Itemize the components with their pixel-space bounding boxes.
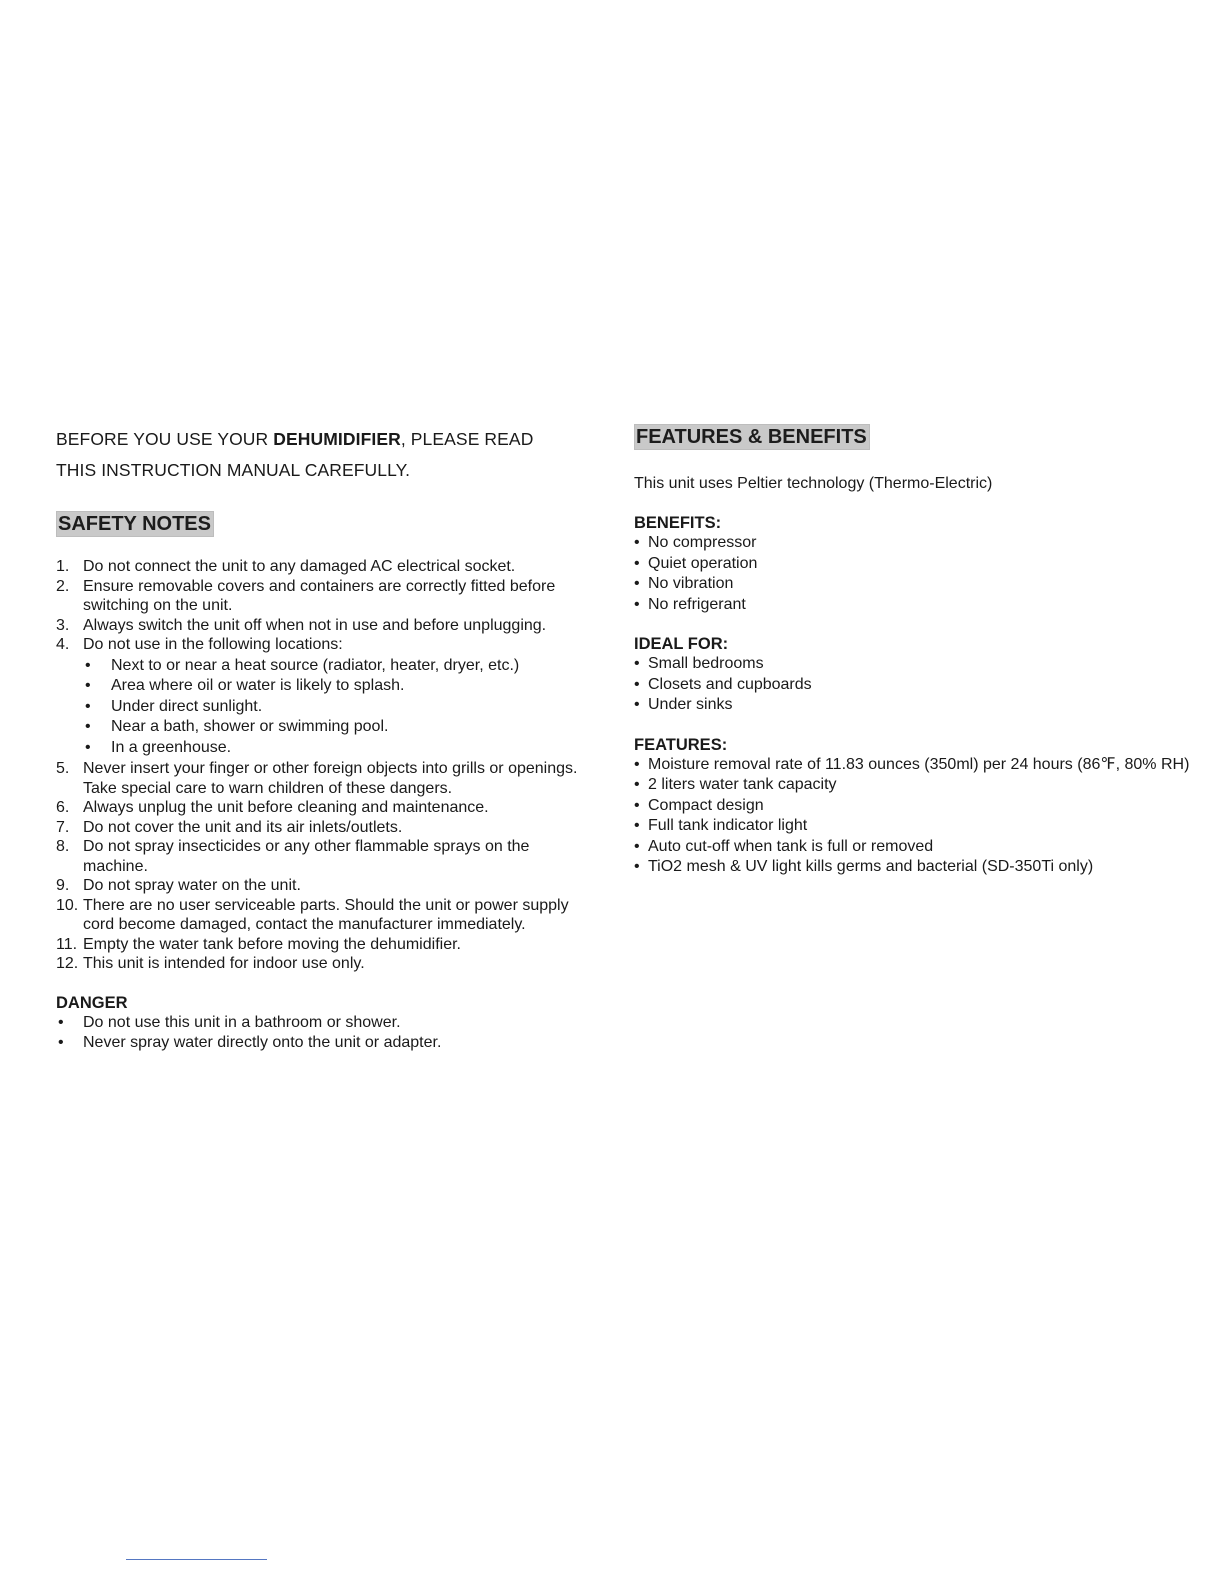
- benefit-item: • No vibration: [634, 574, 1194, 595]
- safety-item-9: [56, 876, 586, 896]
- intro-notice: [56, 424, 586, 486]
- features-title: FEATURES:: [634, 735, 728, 754]
- item-text: Do not cover the unit and its air inlets/outlets.: [83, 818, 403, 836]
- safety-item-6: [56, 798, 586, 818]
- ideal-for-title: IDEAL FOR:: [634, 635, 729, 653]
- intro-line-2: THIS INSTRUCTION MANUAL CAREFULLY.: [56, 460, 411, 480]
- item-text: Ensure removable covers and containers are correctly fitted before switching on the unit.: [83, 577, 556, 614]
- location-item: • Next to or near a heat source (radiator, heater, dryer, etc.): [83, 656, 586, 677]
- footer-link-underline: [126, 1559, 267, 1560]
- item-number: 12.: [56, 955, 79, 972]
- locations-list: [83, 656, 586, 759]
- safety-item-3: [56, 616, 586, 636]
- feature-item: • Moisture removal rate of 11.83 ounces (350ml) per 24 hours (86℉, 80% RH): [634, 755, 1194, 776]
- item-text: Do not spray insecticides or any other flammable sprays on the machine.: [83, 838, 530, 875]
- ideal-item: • Closets and cupboards: [634, 675, 1194, 696]
- item-number: 1.: [56, 558, 70, 575]
- item-text: Do not connect the unit to any damaged AC electrical socket.: [83, 558, 516, 575]
- features-list: [634, 755, 1194, 878]
- location-item: • Under direct sunlight.: [83, 697, 586, 718]
- benefits-list: [634, 533, 1194, 615]
- safety-item-7: [56, 818, 586, 838]
- safety-item-11: [56, 935, 586, 955]
- item-text: This unit is intended for indoor use only.: [83, 955, 365, 972]
- item-number: 10.: [56, 896, 79, 914]
- danger-title: DANGER: [56, 993, 128, 1012]
- danger-item: • Never spray water directly onto the unit or adapter.: [56, 1033, 586, 1054]
- item-number: 7.: [56, 818, 70, 836]
- item-text: There are no user serviceable parts. Should the unit or power supply cord become damaged, contact the manufacturer immediately.: [83, 896, 569, 933]
- item-text: Do not use in the following locations:: [83, 636, 343, 653]
- item-number: 11.: [56, 935, 78, 953]
- item-number: 9.: [56, 877, 70, 894]
- item-text: Always switch the unit off when not in use and before unplugging.: [83, 616, 547, 634]
- safety-item-2: [56, 577, 586, 616]
- danger-list: [56, 1013, 586, 1054]
- features-benefits-heading: FEATURES & BENEFITS: [634, 424, 870, 450]
- safety-notes-heading: SAFETY NOTES: [56, 511, 214, 537]
- item-text: Do not spray water on the unit.: [83, 877, 301, 894]
- item-number: 5.: [56, 760, 70, 777]
- right-column: [634, 424, 1194, 878]
- intro-text-end: , PLEASE READ: [400, 429, 534, 449]
- benefit-item: • No compressor: [634, 533, 1194, 554]
- benefits-title: BENEFITS:: [634, 514, 722, 532]
- ideal-for-list: [634, 654, 1194, 716]
- ideal-item: • Under sinks: [634, 695, 1194, 716]
- left-column: [56, 424, 586, 1054]
- feature-item: • TiO2 mesh & UV light kills germs and bacterial (SD-350Ti only): [634, 857, 1194, 878]
- item-number: 8.: [56, 838, 70, 855]
- item-number: 6.: [56, 799, 70, 816]
- item-number: 4.: [56, 636, 70, 653]
- feature-item: • Compact design: [634, 796, 1194, 817]
- feature-item: • 2 liters water tank capacity: [634, 775, 1194, 796]
- benefit-item: • Quiet operation: [634, 554, 1194, 575]
- safety-item-10: [56, 896, 586, 935]
- safety-item-5: [56, 759, 586, 798]
- technology-note: This unit uses Peltier technology (Thermo-Electric): [634, 475, 993, 492]
- item-text: Always unplug the unit before cleaning and maintenance.: [83, 799, 489, 816]
- safety-item-1: [56, 557, 586, 577]
- item-text: Never insert your finger or other foreign objects into grills or openings. Take special care to warn children of these dangers.: [83, 760, 578, 797]
- feature-item: • Auto cut-off when tank is full or removed: [634, 837, 1194, 858]
- location-item: • Area where oil or water is likely to splash.: [83, 676, 586, 697]
- safety-list: [56, 557, 586, 974]
- safety-item-8: [56, 837, 586, 876]
- location-item: • In a greenhouse.: [83, 738, 586, 759]
- intro-product-name: DEHUMIDIFIER: [273, 429, 401, 449]
- safety-item-12: [56, 954, 586, 974]
- safety-item-4: [56, 635, 586, 758]
- item-number: 3.: [56, 616, 70, 634]
- intro-text-start: BEFORE YOU USE YOUR: [56, 429, 274, 449]
- danger-item: • Do not use this unit in a bathroom or shower.: [56, 1013, 586, 1034]
- item-text: Empty the water tank before moving the dehumidifier.: [83, 935, 461, 953]
- feature-item: • Full tank indicator light: [634, 816, 1194, 837]
- ideal-item: • Small bedrooms: [634, 654, 1194, 675]
- benefit-item: • No refrigerant: [634, 595, 1194, 616]
- item-number: 2.: [56, 577, 70, 595]
- location-item: • Near a bath, shower or swimming pool.: [83, 717, 586, 738]
